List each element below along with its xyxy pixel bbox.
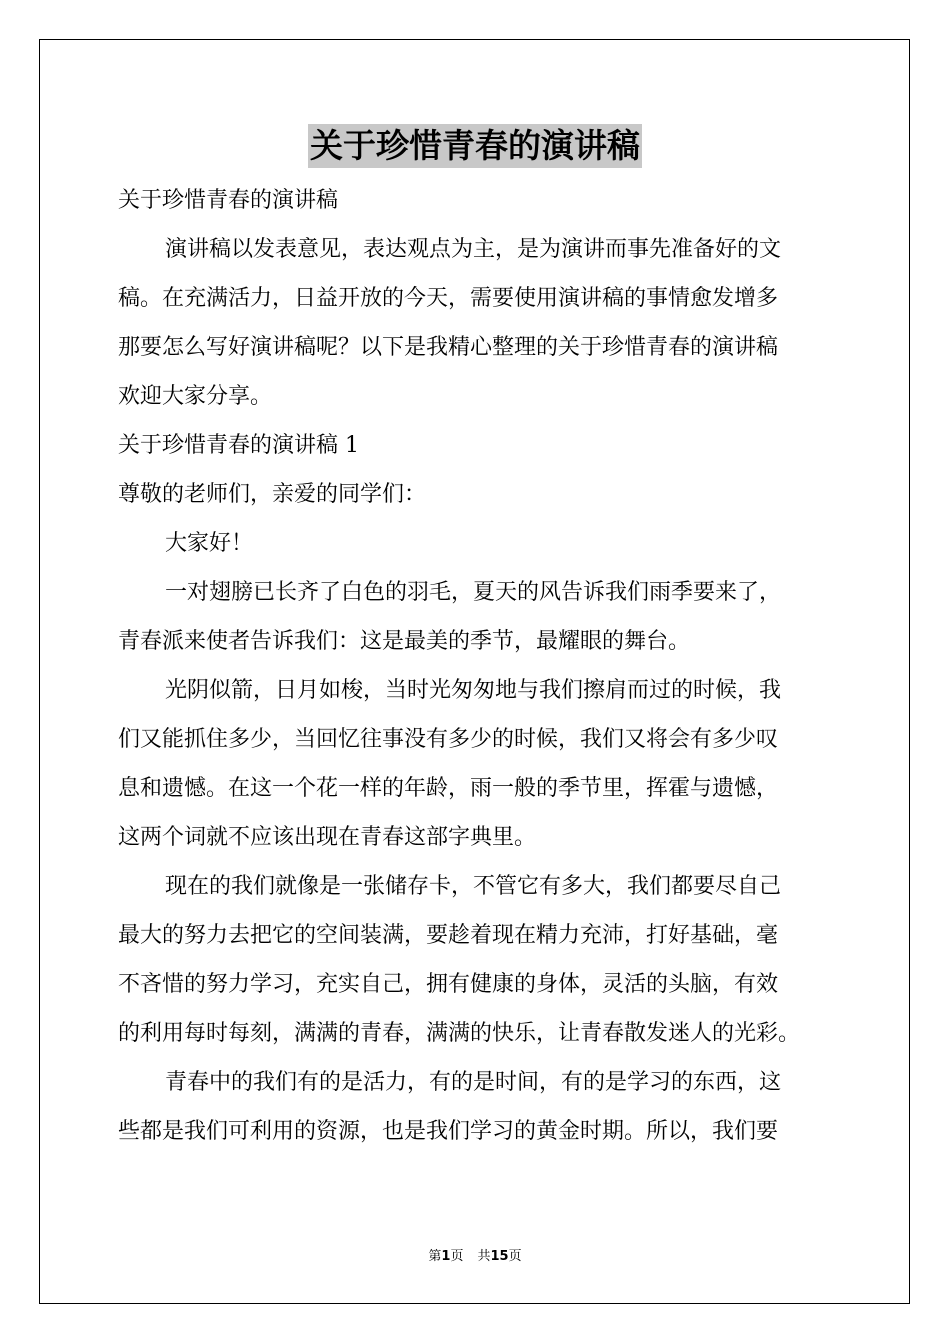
text-line: 光阴似箭，日月如梭，当时光匆匆地与我们擦肩而过的时候，我 [165, 678, 782, 703]
title-container [0, 124, 950, 168]
page-footer [0, 1245, 950, 1264]
total-pages: 15 [490, 1249, 509, 1264]
text-line: 青春中的我们有的是活力，有的是时间，有的是学习的东西，这 [165, 1070, 782, 1095]
text-line: 一对翅膀已长齐了白色的羽毛，夏天的风告诉我们雨季要来了， [165, 580, 782, 605]
text-line: 青春派来使者告诉我们：这是最美的季节，最耀眼的舞台。 [118, 629, 691, 654]
text-line: 那要怎么写好演讲稿呢？以下是我精心整理的关于珍惜青春的演讲稿 [118, 335, 779, 360]
text-line: 欢迎大家分享。 [118, 384, 273, 409]
page-suffix: 页 [450, 1249, 464, 1264]
text-line: 的利用每时每刻，满满的青春，满满的快乐，让青春散发迷人的光彩。 [118, 1021, 801, 1046]
total-suffix: 页 [508, 1249, 522, 1264]
text-line: 息和遗憾。在这一个花一样的年龄，雨一般的季节里，挥霍与遗憾， [118, 776, 779, 801]
text-line: 关于珍惜青春的演讲稿 1 [118, 433, 359, 458]
text-line: 们又能抓住多少，当回忆往事没有多少的时候，我们又将会有多少叹 [118, 727, 779, 752]
document-title: 关于珍惜青春的演讲稿 [308, 124, 642, 168]
text-line: 演讲稿以发表意见，表达观点为主，是为演讲而事先准备好的文 [165, 237, 782, 262]
text-line: 些都是我们可利用的资源，也是我们学习的黄金时期。所以，我们要 [118, 1119, 779, 1144]
total-prefix: 共 [477, 1249, 491, 1264]
text-line: 稿。在充满活力，日益开放的今天，需要使用演讲稿的事情愈发增多 [118, 286, 779, 311]
text-line: 最大的努力去把它的空间装满，要趁着现在精力充沛，打好基础，毫 [118, 923, 779, 948]
text-line: 尊敬的老师们，亲爱的同学们： [118, 482, 427, 507]
document-body [118, 176, 838, 1156]
text-line: 大家好！ [165, 531, 254, 556]
page-number: 1 [441, 1249, 451, 1264]
text-line: 这两个词就不应该出现在青春这部字典里。 [118, 825, 537, 850]
page-prefix: 第 [428, 1249, 442, 1264]
text-line: 现在的我们就像是一张储存卡，不管它有多大，我们都要尽自己 [165, 874, 782, 899]
text-line: 不吝惜的努力学习，充实自己，拥有健康的身体，灵活的头脑，有效 [118, 972, 779, 997]
text-line: 关于珍惜青春的演讲稿 [118, 188, 339, 213]
